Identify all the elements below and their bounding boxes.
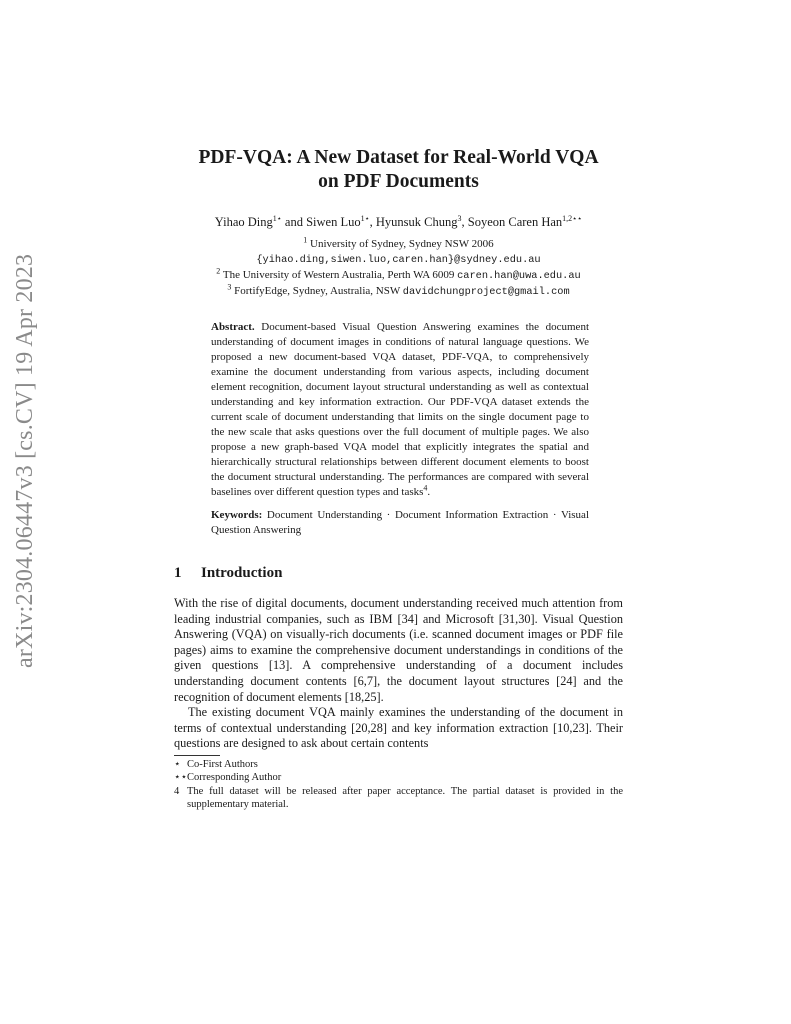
paper-title xyxy=(174,146,623,194)
author-list xyxy=(174,214,623,230)
section-title: Introduction xyxy=(201,565,283,581)
paragraph: With the rise of digital documents, document understanding received much attention from leading industrial companies, such as IBM [34] and Microsoft [31,30]. Visual Question Answering (VQA) on visually-rich documents (i.e. scanned document images or PDF file pages) aims to examine the comprehensive document understandings in conditions of the given questions [13]. A comprehensive understanding of a document includes understanding document contents [6,7], the document layout structures [24] and the recognition of document elements [18,25]. xyxy=(174,596,623,704)
arxiv-identifier-stamp: arXiv:2304.06447v3 [cs.CV] 19 Apr 2023 xyxy=(12,253,38,668)
author-affiliation-mark: 1,2⋆⋆ xyxy=(562,213,583,223)
footnote xyxy=(174,758,623,772)
abstract-text: Document-based Visual Question Answering examines the document understanding of document images in conditions of natural language questions. We proposed a new document-based VQA dataset, PDF-VQA, to comprehensively examine the document understanding from various aspects, including document element recognition, document layout structural understanding as well as contextual understanding and key information extraction. Our PDF-VQA dataset extends the current scale of document understanding that limits on the single document page to the new scale that asks questions over the full document of multiple pages. We also propose a new graph-based VQA model that explicitly integrates the spatial and hierarchically structural relationships between different document elements to boost the document structural understanding. The performances are compared with several baselines over different question types and tasks xyxy=(211,321,589,498)
author-separator: and xyxy=(281,215,307,229)
footnote xyxy=(174,785,623,812)
abstract-end-punctuation: . xyxy=(427,486,431,498)
affiliation-text: University of Sydney, Sydney NSW 2006 xyxy=(310,238,494,250)
footnote xyxy=(174,771,623,785)
author-name: Yihao Ding xyxy=(214,215,273,229)
affiliation-number: 1 xyxy=(303,235,308,245)
author-affiliation-mark: 3 xyxy=(457,213,462,223)
footnote-reference: 4 xyxy=(423,483,428,493)
author-affiliation-mark: 1⋆ xyxy=(272,213,282,223)
footnote-divider xyxy=(174,755,220,756)
title-line-2: on PDF Documents xyxy=(318,171,479,192)
section-number: 1 xyxy=(174,565,182,581)
footnote-text: Co-First Authors xyxy=(187,758,258,770)
title-line-1: PDF-VQA: A New Dataset for Real-World VQA xyxy=(198,147,599,168)
paper-page xyxy=(174,146,623,812)
affiliation-number: 3 xyxy=(227,282,232,292)
affiliations xyxy=(174,237,623,300)
footnote-mark: ⋆⋆ xyxy=(174,772,188,784)
footnotes xyxy=(174,758,623,812)
author-separator: , xyxy=(461,215,468,229)
footnote-mark: 4 xyxy=(174,785,180,797)
introduction-body xyxy=(174,596,623,752)
email-address: caren.han@uwa.edu.au xyxy=(457,270,581,282)
keywords-text: Document Understanding · Document Information Extraction · Visual Question Answering xyxy=(211,509,589,536)
footnote-mark: ⋆ xyxy=(174,758,181,770)
footnote-text: Corresponding Author xyxy=(187,772,282,784)
affiliation-text: The University of Western Australia, Perth WA 6009 xyxy=(222,269,455,281)
affiliation-1-email xyxy=(174,252,623,268)
keywords-label: Keywords: xyxy=(211,509,263,521)
affiliation-number: 2 xyxy=(216,266,221,276)
affiliation-text: FortifyEdge, Sydney, Australia, NSW xyxy=(234,285,401,297)
abstract-label: Abstract. xyxy=(211,321,255,333)
author-name: Soyeon Caren Han xyxy=(467,215,563,229)
keywords xyxy=(211,508,589,538)
affiliation-1 xyxy=(174,237,623,252)
author-name: Siwen Luo xyxy=(306,215,361,229)
abstract xyxy=(211,320,589,500)
section-heading-introduction xyxy=(174,564,623,582)
author-name: Hyunsuk Chung xyxy=(375,215,458,229)
footnote-text: The full dataset will be released after paper acceptance. The partial dataset is provided in the supplementary material. xyxy=(187,785,623,811)
email-address: {yihao.ding,siwen.luo,caren.han}@sydney.edu.au xyxy=(256,254,541,266)
affiliation-2 xyxy=(174,268,623,284)
affiliation-3 xyxy=(174,284,623,300)
email-address: davidchungproject@gmail.com xyxy=(402,286,570,298)
author-affiliation-mark: 1⋆ xyxy=(360,213,370,223)
author-separator: , xyxy=(369,215,376,229)
paragraph: The existing document VQA mainly examines the understanding of the document in terms of contextual understanding [20,28] and key information extraction [10,23]. Their questions are designed to ask about certain contents xyxy=(174,705,623,751)
